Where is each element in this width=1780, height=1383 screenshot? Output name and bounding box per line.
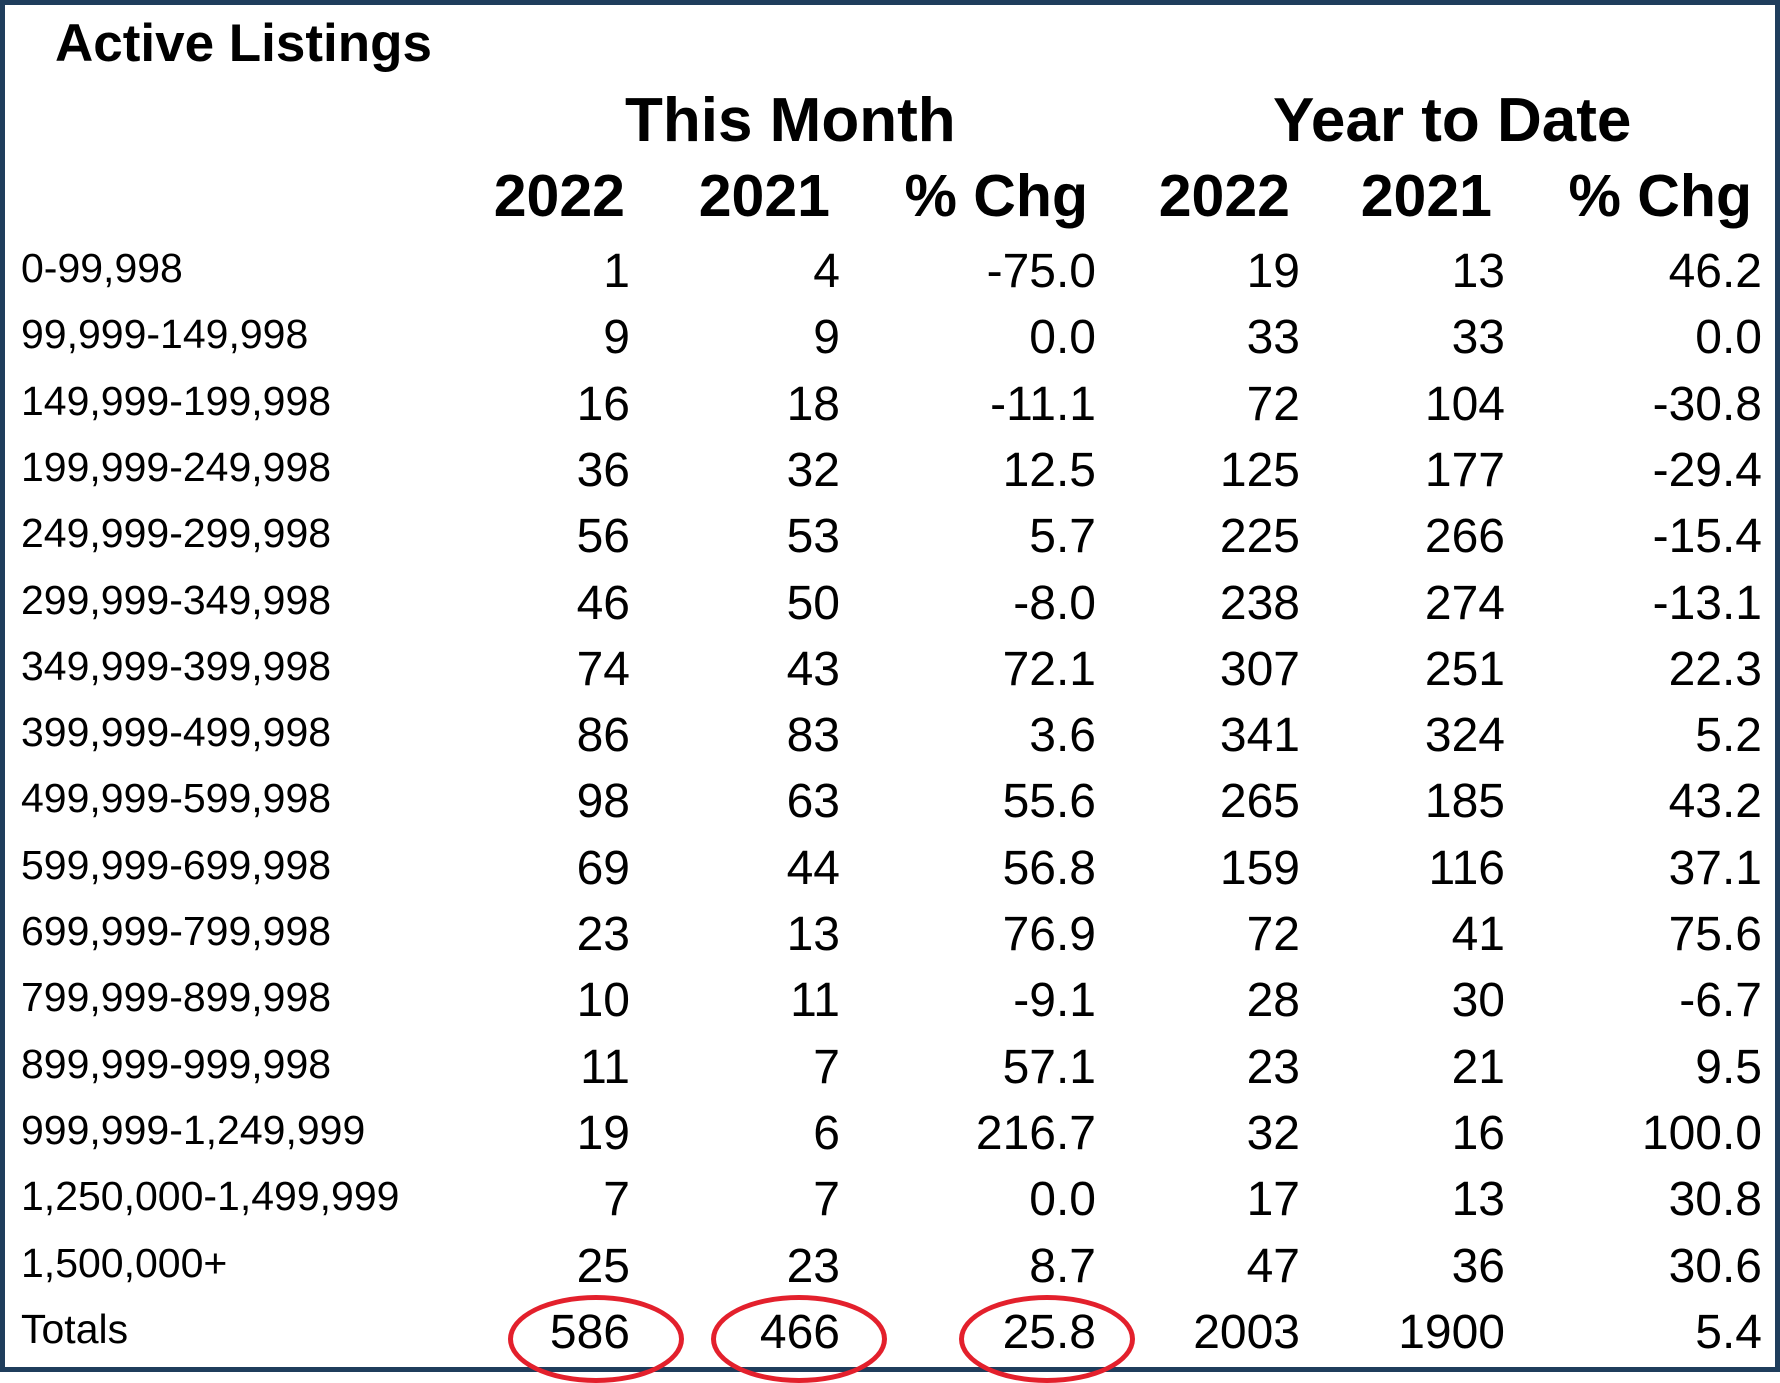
table-cell: 5.2 bbox=[1695, 709, 1762, 763]
row-label: Totals bbox=[21, 1305, 129, 1352]
row-label: 699,999-799,998 bbox=[21, 908, 332, 954]
table-cell: 55.6 bbox=[1002, 775, 1096, 829]
col-header-ytd-2021: 2021 bbox=[1360, 163, 1492, 229]
table-cell: 11 bbox=[790, 974, 840, 1028]
table-cell: 5.4 bbox=[1695, 1305, 1762, 1359]
table-cell: 18 bbox=[786, 377, 840, 431]
table-cell: 46.2 bbox=[1668, 245, 1762, 298]
table-cell: -8.0 bbox=[1013, 576, 1096, 630]
row-label: 1,500,000+ bbox=[21, 1239, 228, 1286]
col-header-this-month-2021: 2021 bbox=[698, 163, 830, 229]
col-header-this-month-pct-chg: % Chg bbox=[904, 163, 1088, 229]
table-cell: 43.2 bbox=[1668, 775, 1762, 829]
table-cell: 28 bbox=[1246, 974, 1300, 1028]
table-cell: -30.8 bbox=[1652, 377, 1762, 431]
row-label: 99,999-149,998 bbox=[21, 311, 309, 358]
table-cell: 307 bbox=[1219, 642, 1300, 696]
table-cell: 17 bbox=[1246, 1173, 1300, 1227]
table-cell: 3.6 bbox=[1029, 709, 1096, 763]
table-cell: 466 bbox=[759, 1305, 840, 1359]
table-cell: 251 bbox=[1424, 642, 1505, 696]
table-cell: 216.7 bbox=[975, 1106, 1096, 1160]
row-label: 999,999-1,249,999 bbox=[21, 1106, 366, 1153]
table-cell: 72.1 bbox=[1002, 642, 1096, 696]
table-cell: 21 bbox=[1451, 1040, 1505, 1094]
table-cell: 7 bbox=[603, 1173, 630, 1227]
table-title: Active Listings bbox=[55, 14, 432, 73]
table-cell: -15.4 bbox=[1652, 510, 1762, 564]
table-cell: 30 bbox=[1451, 974, 1505, 1028]
table-cell: 33 bbox=[1246, 311, 1300, 365]
table-cell: 9 bbox=[813, 311, 840, 365]
row-label: 199,999-249,998 bbox=[21, 443, 332, 490]
table-cell: 23 bbox=[1246, 1040, 1300, 1094]
table-cell: 10 bbox=[576, 974, 630, 1028]
row-label: 1,250,000-1,499,999 bbox=[21, 1173, 400, 1220]
table-cell: 23 bbox=[786, 1239, 840, 1293]
table-cell: 23 bbox=[576, 908, 630, 961]
table-cell: 74 bbox=[576, 642, 630, 696]
col-header-this-month-2022: 2022 bbox=[493, 163, 625, 229]
table-cell: 159 bbox=[1219, 841, 1300, 895]
table-cell: 33 bbox=[1451, 311, 1505, 365]
row-label: 899,999-999,998 bbox=[21, 1040, 332, 1087]
highlight-ellipse bbox=[508, 1295, 684, 1383]
table-cell: 9 bbox=[603, 311, 630, 365]
table-cell: 83 bbox=[786, 709, 840, 763]
table-cell: 72 bbox=[1246, 908, 1300, 961]
table-cell: 4 bbox=[813, 245, 840, 298]
table-cell: 47 bbox=[1246, 1239, 1300, 1293]
table-cell: 57.1 bbox=[1002, 1040, 1096, 1094]
table-cell: 41 bbox=[1451, 908, 1505, 961]
table-cell: 25.8 bbox=[1002, 1305, 1096, 1359]
table-cell: 36 bbox=[1451, 1239, 1505, 1293]
table-cell: 86 bbox=[576, 709, 630, 763]
highlight-ellipse bbox=[959, 1295, 1135, 1383]
table-cell: 1 bbox=[603, 245, 630, 298]
table-cell: 8.7 bbox=[1029, 1239, 1096, 1293]
group-header-year-to-date: Year to Date bbox=[1273, 86, 1632, 155]
table-cell: 177 bbox=[1424, 443, 1505, 497]
table-cell: 104 bbox=[1424, 377, 1505, 431]
table-cell: 6 bbox=[813, 1106, 840, 1160]
table-cell: 46 bbox=[576, 576, 630, 630]
table-cell: 32 bbox=[786, 443, 840, 497]
table-cell: 16 bbox=[1451, 1106, 1505, 1160]
table-cell: 1900 bbox=[1398, 1305, 1505, 1359]
row-label: 499,999-599,998 bbox=[21, 775, 332, 822]
table-cell: -29.4 bbox=[1652, 443, 1762, 497]
row-label: 149,999-199,998 bbox=[21, 377, 332, 424]
table-cell: 341 bbox=[1219, 709, 1300, 763]
table-cell: 100.0 bbox=[1641, 1106, 1762, 1160]
table-cell: 225 bbox=[1219, 510, 1300, 564]
table-cell: 50 bbox=[786, 576, 840, 630]
table-cell: 586 bbox=[549, 1305, 630, 1359]
row-label: 599,999-699,998 bbox=[21, 841, 332, 888]
table-cell: 56 bbox=[576, 510, 630, 564]
table-cell: -75.0 bbox=[986, 245, 1096, 298]
table-cell: 0.0 bbox=[1695, 311, 1762, 365]
table-cell: 63 bbox=[786, 775, 840, 829]
table-cell: 69 bbox=[576, 841, 630, 895]
table-cell: -6.7 bbox=[1679, 974, 1762, 1028]
table-cell: 265 bbox=[1219, 775, 1300, 829]
col-header-ytd-pct-chg: % Chg bbox=[1568, 163, 1752, 229]
table-cell: 22.3 bbox=[1668, 642, 1762, 696]
table-cell: 75.6 bbox=[1668, 908, 1762, 961]
table-cell: -11.1 bbox=[990, 377, 1096, 431]
table-cell: 19 bbox=[576, 1106, 630, 1160]
row-label: 349,999-399,998 bbox=[21, 642, 332, 689]
table-cell: 53 bbox=[786, 510, 840, 564]
table-cell: 7 bbox=[813, 1173, 840, 1227]
table-cell: 72 bbox=[1246, 377, 1300, 431]
row-label: 0-99,998 bbox=[21, 245, 183, 291]
table-cell: 116 bbox=[1428, 841, 1505, 895]
table-cell: 13 bbox=[786, 908, 840, 961]
table-cell: 13 bbox=[1451, 245, 1505, 298]
table-cell: 19 bbox=[1246, 245, 1300, 298]
table-cell: 2003 bbox=[1193, 1305, 1300, 1359]
table-cell: 13 bbox=[1451, 1173, 1505, 1227]
table-cell: 274 bbox=[1424, 576, 1505, 630]
table-cell: 16 bbox=[576, 377, 630, 431]
table-cell: 9.5 bbox=[1695, 1040, 1762, 1094]
table-cell: 30.6 bbox=[1668, 1239, 1762, 1293]
row-label: 299,999-349,998 bbox=[21, 576, 332, 623]
table-cell: 324 bbox=[1424, 709, 1505, 763]
table-cell: 125 bbox=[1219, 443, 1300, 497]
table-cell: 98 bbox=[576, 775, 630, 829]
table-cell: 76.9 bbox=[1002, 908, 1096, 961]
table-cell: 36 bbox=[576, 443, 630, 497]
table-cell: 30.8 bbox=[1668, 1173, 1762, 1227]
table-cell: 43 bbox=[786, 642, 840, 696]
table-cell: 5.7 bbox=[1029, 510, 1096, 564]
table-cell: 11 bbox=[580, 1040, 630, 1094]
table-cell: 44 bbox=[786, 841, 840, 895]
highlight-ellipse bbox=[711, 1295, 887, 1383]
table-cell: 7 bbox=[813, 1040, 840, 1094]
row-label: 399,999-499,998 bbox=[21, 709, 332, 756]
table-cell: 32 bbox=[1246, 1106, 1300, 1160]
table-cell: 37.1 bbox=[1668, 841, 1762, 895]
table-cell: 12.5 bbox=[1002, 443, 1096, 497]
table-cell: 25 bbox=[576, 1239, 630, 1293]
table-cell: 0.0 bbox=[1029, 1173, 1096, 1227]
row-label: 249,999-299,998 bbox=[21, 510, 332, 557]
table-cell: -13.1 bbox=[1652, 576, 1762, 630]
table-cell: 266 bbox=[1424, 510, 1505, 564]
table-cell: 56.8 bbox=[1002, 841, 1096, 895]
table-cell: 0.0 bbox=[1029, 311, 1096, 365]
group-header-this-month: This Month bbox=[625, 86, 956, 155]
table-cell: -9.1 bbox=[1013, 974, 1096, 1028]
table-cell: 185 bbox=[1424, 775, 1505, 829]
table-cell: 238 bbox=[1219, 576, 1300, 630]
col-header-ytd-2022: 2022 bbox=[1158, 163, 1290, 229]
row-label: 799,999-899,998 bbox=[21, 974, 332, 1021]
